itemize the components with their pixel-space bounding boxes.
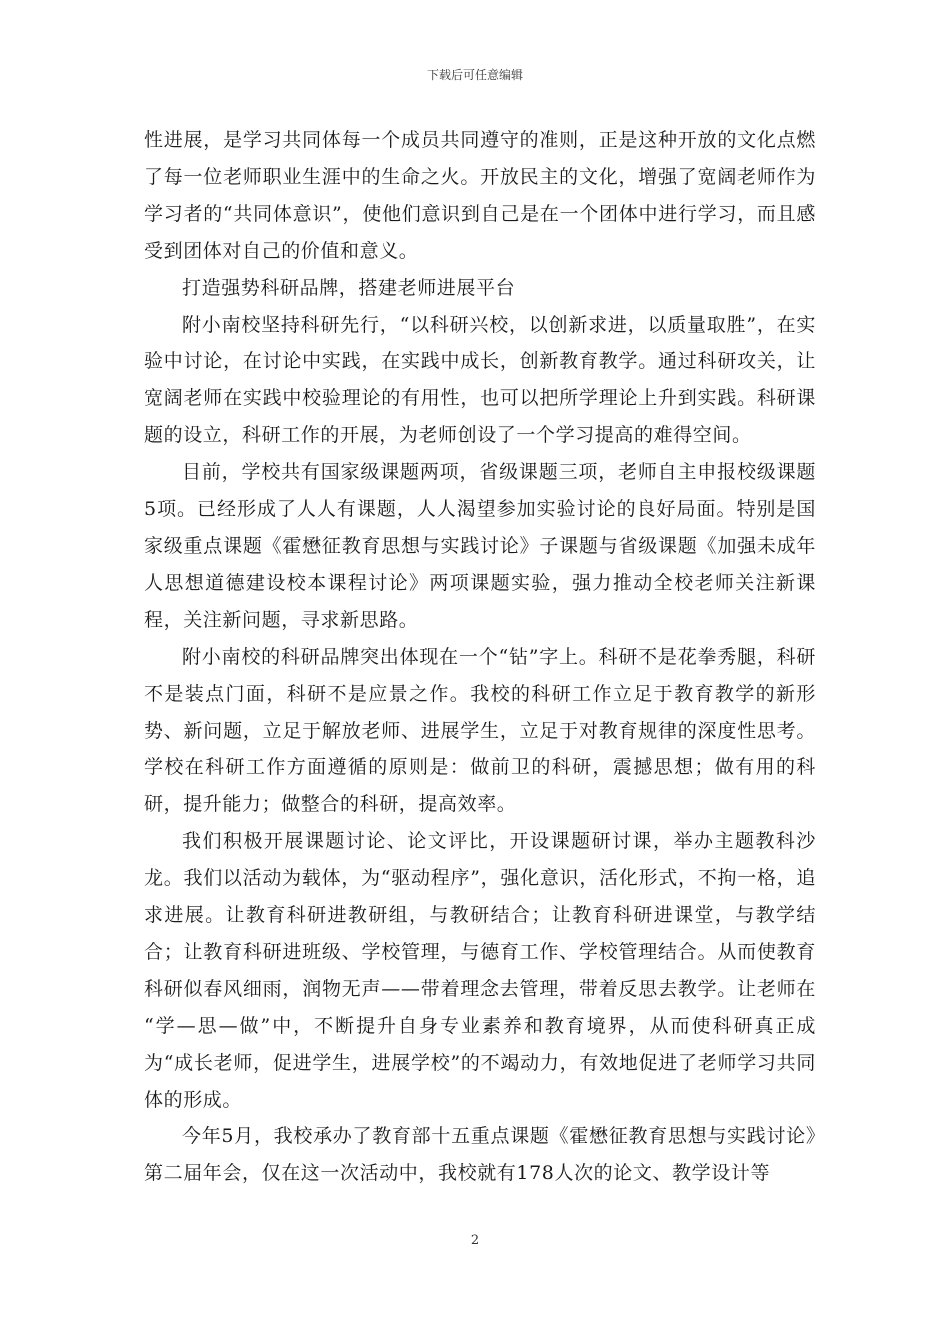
paragraph-continuation: 性进展，是学习共同体每一个成员共同遵守的准则，正是这种开放的文化点燃了每一位老师职业生涯中的生命之火。开放民主的文化，增强了宽阔老师作为学习者的“共同体意识”，使他们意识到自己是在一个团体中进行学习，而且感受到团体对自己的价值和意义。 [144, 129, 816, 262]
paragraph: 附小南校坚持科研先行，“以科研兴校，以创新求进，以质量取胜”，在实验中讨论，在讨论中实践，在实践中成长，创新教育教学。通过科研攻关，让宽阔老师在实践中校验理论的有用性，也可以把所学理论上升到实践。科研课题的设立，科研工作的开展，为老师创设了一个学习提高的难得空间。 [144, 313, 816, 447]
page-header: 下载后可任意编辑 [426, 68, 523, 82]
paragraph: 今年5月，我校承办了教育部十五重点课题《霍懋征教育思想与实践讨论》第二届年会，仅在这一次活动中，我校就有178人次的论文、教学设计等 [144, 1125, 816, 1185]
page-number: 2 [470, 1233, 480, 1248]
body-text [144, 122, 816, 1192]
paragraph: 附小南校的科研品牌突出体现在一个“钻”字上。科研不是花拳秀腿，科研不是装点门面，科研不是应景之作。我校的科研工作立足于教育教学的新形势、新问题，立足于解放老师、进展学生，立足于对教育规律的深度性思考。学校在科研工作方面遵循的原则是：做前卫的科研，震撼思想；做有用的科研，提升能力；做整合的科研，提高效率。 [144, 645, 816, 816]
paragraph: 我们积极开展课题讨论、论文评比，开设课题研讨课，举办主题教科沙龙。我们以活动为载体，为“驱动程序”，强化意识，活化形式，不拘一格，追求进展。让教育科研进教研组，与教研结合；让教育科研进课堂，与教学结合；让教育科研进班级、学校管理，与德育工作、学校管理结合。从而使教育科研似春风细雨，润物无声——带着理念去管理，带着反思去教学。让老师在 “学—思—做”中，不断提升自身专业素养和教育境界，从而使科研真正成为“成长老师，促进学生，进展学校”的不竭动力，有效地促进了老师学习共同体的形成。 [144, 830, 816, 1111]
section-heading: 打造强势科研品牌，搭建老师进展平台 [182, 276, 516, 299]
paragraph: 目前，学校共有国家级课题两项，省级课题三项，老师自主申报校级课题5项。已经形成了人人有课题，人人渴望参加实验讨论的良好局面。特别是国家级重点课题《霍懋征教育思想与实践讨论》子课题与省级课题《加强未成年人思想道德建设校本课程讨论》两项课题实验，强力推动全校老师关注新课程，关注新问题，寻求新思路。 [144, 461, 816, 631]
